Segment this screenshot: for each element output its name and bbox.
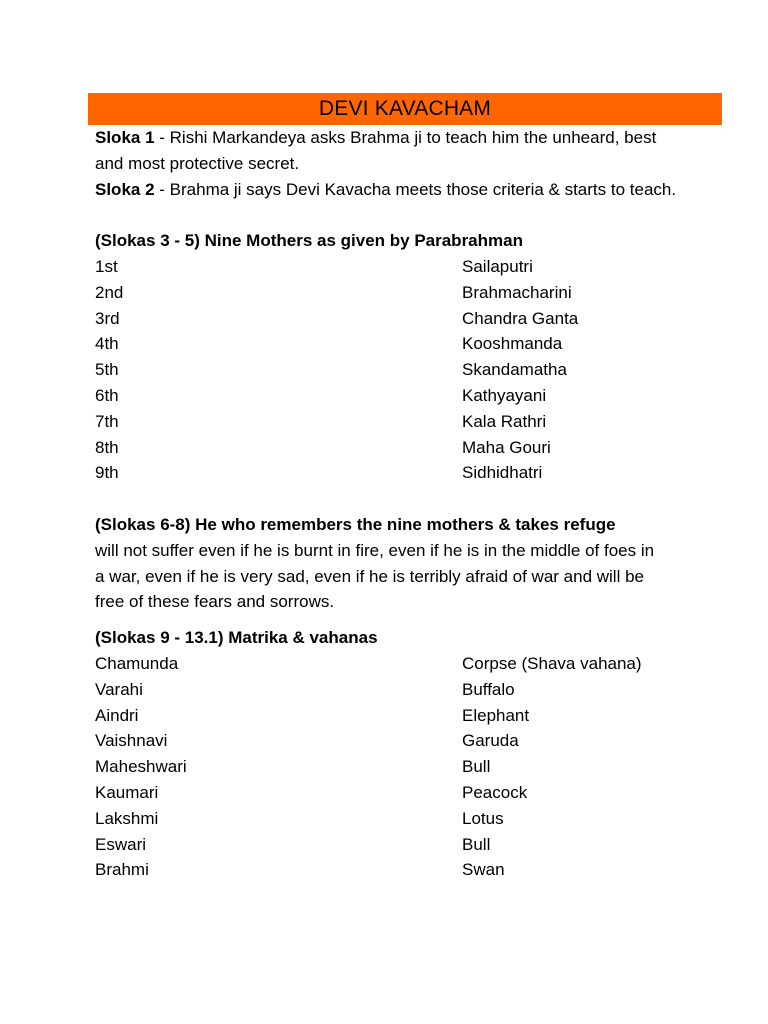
- vahana-name: Lotus: [462, 808, 504, 828]
- table-row: [95, 460, 725, 486]
- table-row: [95, 254, 725, 280]
- matrika-name: Varahi: [95, 679, 143, 699]
- vahana-name: Elephant: [462, 705, 530, 725]
- mother-order: 4th: [95, 334, 119, 354]
- vahana-name: Peacock: [462, 782, 528, 802]
- mother-name: Sidhidhatri: [462, 463, 543, 483]
- table-row: [95, 780, 725, 806]
- sloka-2-label: Sloka 2: [95, 179, 155, 199]
- matrika-name: Chamunda: [95, 653, 179, 673]
- mother-order: 8th: [95, 437, 119, 457]
- mother-name: Skandamatha: [462, 360, 567, 380]
- document-title: DEVI KAVACHAM: [318, 97, 492, 120]
- sloka-2-line-1: [95, 177, 725, 203]
- mother-order: 6th: [95, 385, 119, 405]
- mother-name: Kathyayani: [462, 385, 547, 405]
- matrika-name: Aindri: [95, 705, 139, 725]
- mother-name: Brahmacharini: [462, 282, 572, 302]
- table-row: [95, 651, 725, 677]
- mothers-heading: (Slokas 3 - 5) Nine Mothers as given by Parabrahman: [95, 231, 523, 251]
- vahana-name: Swan: [462, 860, 505, 880]
- mother-order: 1st: [95, 256, 118, 276]
- table-row: [95, 435, 725, 461]
- title-banner: [88, 93, 722, 125]
- matrika-name: Eswari: [95, 834, 147, 854]
- table-row: [95, 728, 725, 754]
- matrika-table: [95, 651, 725, 883]
- spacer: [95, 615, 725, 625]
- refuge-section: [95, 512, 725, 615]
- mothers-table: [95, 254, 725, 486]
- matrika-name: Maheshwari: [95, 757, 187, 777]
- sloka-2-text: - Brahma ji says Devi Kavacha meets those criteria & starts to teach.: [154, 179, 677, 199]
- matrika-name: Lakshmi: [95, 808, 159, 828]
- table-row: [95, 383, 725, 409]
- table-row: [95, 703, 725, 729]
- matrika-name: Kaumari: [95, 782, 159, 802]
- mother-name: Kala Rathri: [462, 411, 547, 431]
- vahana-name: Corpse (Shava vahana): [462, 653, 642, 673]
- spacer: [95, 486, 725, 512]
- table-row: [95, 280, 725, 306]
- sloka-1-text: - Rishi Markandeya asks Brahma ji to teach him the unheard, best: [154, 128, 657, 147]
- vahana-name: Garuda: [462, 731, 519, 751]
- sloka-1-line-2: and most protective secret.: [95, 153, 300, 173]
- sloka-1-line-1: [95, 125, 725, 151]
- matrika-heading: (Slokas 9 - 13.1) Matrika & vahanas: [95, 628, 378, 648]
- mother-order: 2nd: [95, 282, 124, 302]
- table-row: [95, 677, 725, 703]
- mother-order: 5th: [95, 360, 119, 380]
- table-row: [95, 306, 725, 332]
- refuge-text-line: free of these fears and sorrows.: [95, 592, 335, 612]
- matrika-name: Vaishnavi: [95, 731, 168, 751]
- mother-order: 7th: [95, 411, 119, 431]
- vahana-name: Bull: [462, 834, 491, 854]
- mother-order: 9th: [95, 463, 119, 483]
- document-body: [95, 125, 725, 883]
- table-row: [95, 409, 725, 435]
- sloka-1-label: Sloka 1: [95, 128, 155, 147]
- table-row: [95, 832, 725, 858]
- vahana-name: Bull: [462, 757, 491, 777]
- table-row: [95, 857, 725, 883]
- mother-name: Sailaputri: [462, 256, 533, 276]
- refuge-heading: (Slokas 6-8) He who remembers the nine mothers & takes refuge: [95, 514, 616, 534]
- mother-order: 3rd: [95, 308, 120, 328]
- table-row: [95, 754, 725, 780]
- mother-name: Kooshmanda: [462, 334, 563, 354]
- vahana-name: Buffalo: [462, 679, 515, 699]
- matrika-name: Brahmi: [95, 860, 149, 880]
- table-row: [95, 806, 725, 832]
- refuge-text-line: will not suffer even if he is burnt in fire, even if he is in the middle of foes in: [95, 540, 655, 560]
- mother-name: Chandra Ganta: [462, 308, 579, 328]
- mother-name: Maha Gouri: [462, 437, 551, 457]
- spacer: [95, 202, 725, 228]
- table-row: [95, 357, 725, 383]
- refuge-text-line: a war, even if he is very sad, even if he is terribly afraid of war and will be: [95, 566, 644, 586]
- table-row: [95, 331, 725, 357]
